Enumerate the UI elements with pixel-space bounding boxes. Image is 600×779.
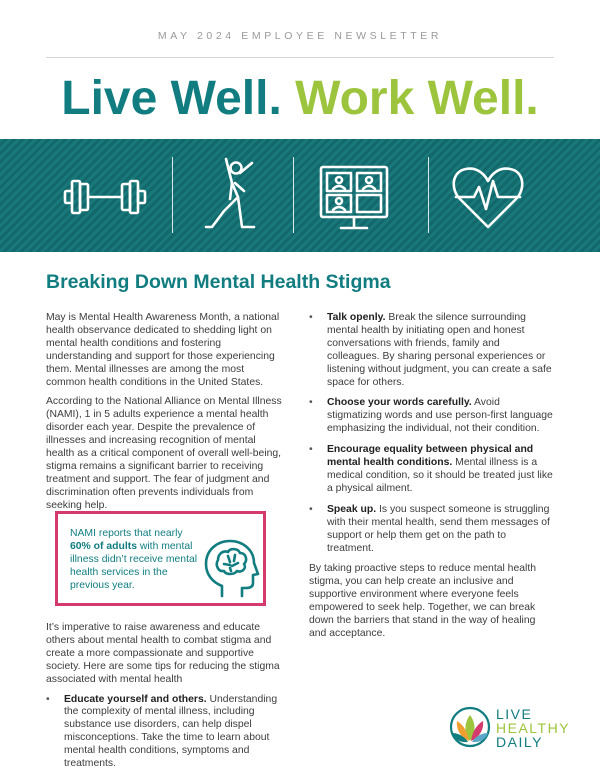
newsletter-kicker: MAY 2024 EMPLOYEE NEWSLETTER (157, 30, 443, 42)
video-call-icon (307, 153, 399, 239)
banner-divider (293, 157, 294, 233)
logo-line-live: LIVE (496, 706, 533, 722)
right-column (309, 312, 555, 648)
article-title: Breaking Down Mental Health Stigma (46, 271, 391, 293)
tip-item (309, 397, 555, 436)
tip-title: Talk openly. (327, 312, 386, 323)
yoga-pose-icon (186, 153, 278, 239)
tip-item (309, 504, 555, 556)
callout-text (70, 527, 200, 592)
left-column (46, 312, 282, 520)
icon-banner (0, 139, 600, 252)
logo-line-daily: DAILY (496, 734, 543, 750)
nami-callout (55, 511, 266, 606)
tip-text: Is you suspect someone is struggling with their mental health, send them messages of support or help them get on the path to treatment. (327, 503, 550, 554)
left-column-lower (46, 622, 282, 779)
tip-title: Educate yourself and others. (64, 693, 207, 705)
tips-list-left (46, 694, 282, 771)
tip-item (46, 694, 282, 771)
tip-title: Choose your words carefully. (327, 397, 472, 409)
logo-line-healthy: HEALTHY (496, 720, 571, 736)
head-brain-icon (202, 538, 260, 598)
banner-divider (172, 157, 173, 233)
closing-paragraph: By taking proactive steps to reduce mental health stigma, you can help create an inclusive and supportive environment where everyone feels empowered to seek help. Together, we can break down the barriers that stand in the way of healing and acceptance. (309, 563, 536, 639)
heart-pulse-icon (442, 153, 534, 239)
callout-highlight: 60% of adults (70, 541, 137, 552)
nami-paragraph: According to the National Alliance on Mental Illness (NAMI), 1 in 5 adults experience a mental health disorder each year. Despite the prevalence of illnesses and increasing recognition of mental health as a critical component of overall well-being, stigma remains a significant barrier to receiving treatment and support. The fear of judgment and discrimination often prevents individuals from seeking help. (46, 396, 282, 511)
callout-suffix: with mental illness didn’t receive mental health services in the previous year. (70, 541, 198, 591)
headline-work-well: Work Well. (295, 72, 539, 125)
tip-title: Encourage equality between physical and mental health conditions. (327, 444, 534, 469)
logo-wordmark (496, 707, 570, 749)
tip-text: Break the silence surrounding mental health by initiating open and honest conversations with friends, family and colleagues. By sharing personal experiences or listening without judgment, you can create a safe space for others. (327, 312, 552, 388)
headline (0, 68, 600, 130)
tip-item (309, 444, 555, 496)
kicker-rule (46, 57, 554, 58)
tip-text: Avoid stigmatizing words and use person-first language emphasizing the individual, not their condition. (327, 397, 553, 435)
live-healthy-daily-logo (448, 703, 578, 755)
tip-item (309, 312, 555, 389)
lotus-logo-icon (448, 703, 492, 751)
headline-live-well: Live Well. (61, 72, 282, 125)
tip-text: Understanding the complexity of mental illness, including substance use disorders, can help dispel misconceptions. Take the time to learn about mental health conditions, symptoms and treatments. (64, 693, 278, 770)
tip-title: Speak up. (327, 503, 377, 515)
banner-divider (428, 157, 429, 233)
callout-prefix: NAMI reports that nearly (70, 528, 183, 539)
awareness-paragraph: It’s imperative to raise awareness and educate others about mental health to combat stigma and create a more compassionate and supportive society. Here are some tips for reducing the stigma associated with mental health (46, 622, 280, 685)
tip-text: Mental illness is a medical condition, so it should be treated just like a physical ailment. (327, 457, 553, 494)
intro-paragraph: May is Mental Health Awareness Month, a national health observance dedicated to shedding light on mental health conditions and fostering understanding and support for those experiencing them. Mental illnesses are among the most common health conditions in the United States. (46, 312, 280, 388)
tips-list-right (309, 312, 555, 555)
dumbbell-icon (59, 153, 151, 239)
